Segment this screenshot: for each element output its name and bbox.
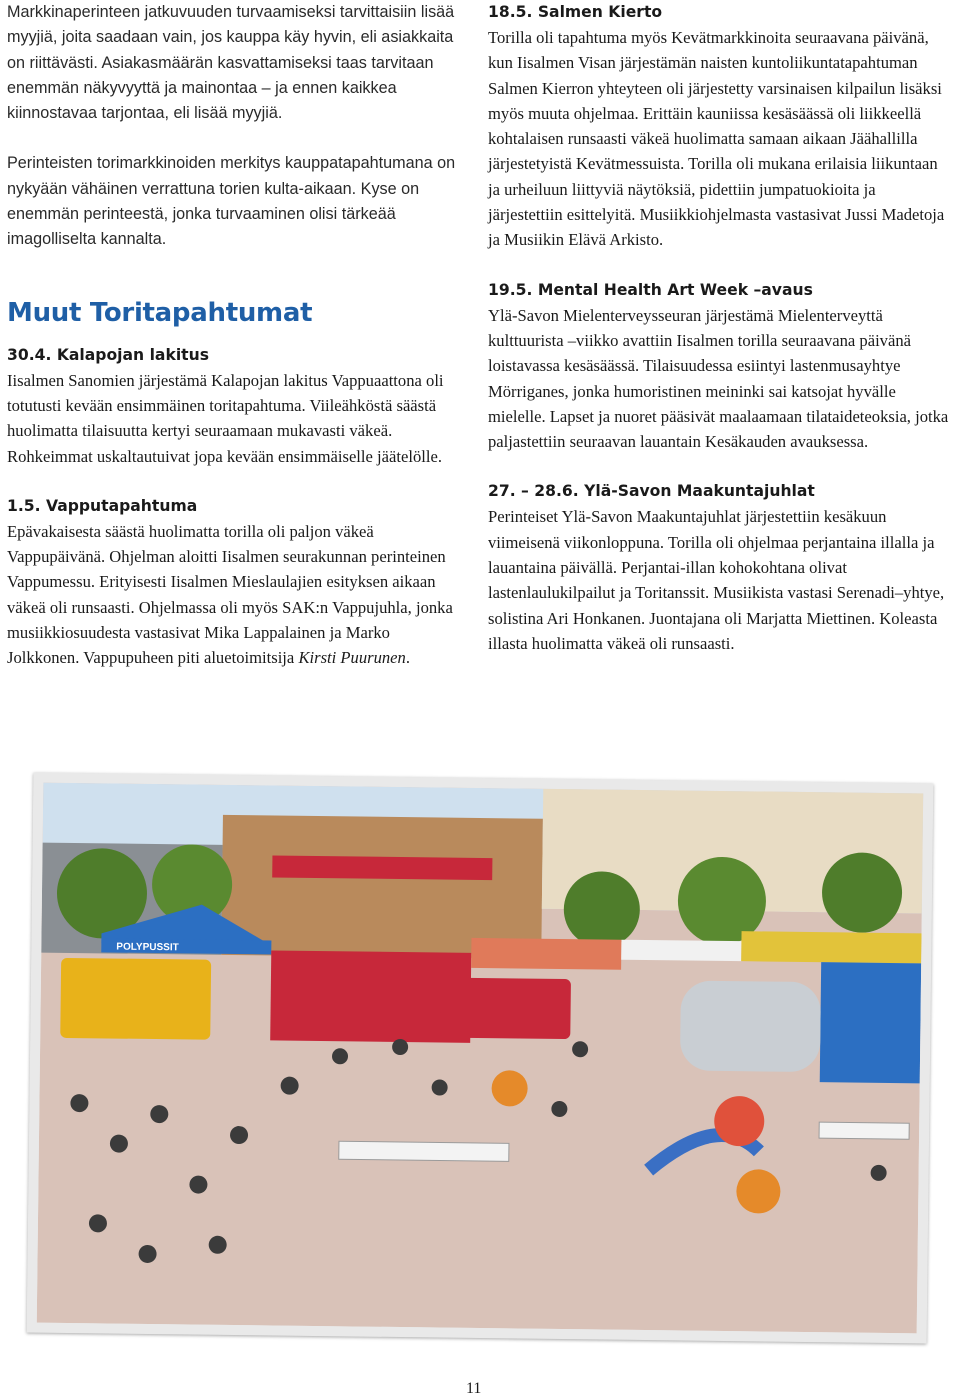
yellow-tent <box>741 931 921 963</box>
event-author: Kirsti Puurunen <box>298 648 406 668</box>
market-square-photo <box>27 773 934 1344</box>
left-column <box>7 0 457 671</box>
white-tent <box>621 940 741 961</box>
shop-banner <box>272 855 492 880</box>
event-title-salmen-kierto: 18.5. Salmen Kierto <box>488 3 663 21</box>
right-column <box>488 0 950 656</box>
event-body-vapputapahtuma <box>7 519 457 671</box>
section-title: Muut Toritapahtumat <box>7 297 313 328</box>
striped-tent <box>471 938 621 970</box>
page-number: 11 <box>466 1380 482 1397</box>
intro-paragraph-1: Markkinaperinteen jatkuvuuden turvaamiseksi tarvittaisiin lisää myyjiä, joita saadaan vain, jos kauppa käy hyvin, eli asiakkaita on riittävästi. Asiakasmäärän kasvattamiseksi taas tarvitaan enemmän näkyvyyttä ja mainontaa – ja ennen kaikkea kiinnostavaa tarjontaa, eli lisää myyjiä. <box>7 3 455 123</box>
market-photo-illustration <box>37 783 924 1334</box>
building-brick <box>221 815 543 959</box>
bench <box>339 1141 509 1161</box>
event-body-maakuntajuhlat: Perinteiset Ylä-Savon Maakuntajuhlat järjestettiin kesäkuun viimeisenä viikonloppuna. Torilla oli ohjelmaa perjantaina illalla ja lauantaina päivällä. Perjantai-illan kohokohtana olivat lastenlaulukilpailut ja Toritanssit. Musiikista vastasi Serenadi–yhtye, solistina Ari Honkanen. Juontajana oli Marjatta Miettinen. Koleasta illasta huolimatta väkeä oli runsaasti. <box>488 507 945 653</box>
yellow-van <box>60 958 211 1040</box>
blue-stall <box>820 962 921 1083</box>
event-body-text: Epävakaisesta säästä huolimatta torilla oli paljon väkeä Vappupäivänä. Ohjelman aloitti Iisalmen seurakunnan perinteinen Vappumessu. Erityisesti Iisalmen Mieslaulajien esityksen aikaan väkeä oli runsaasti. Ohjelmassa oli myös SAK:n Vappujuhla, jonka musiikkiosuudesta vastasivat Mika Lappalainen ja Marko Jolkkonen. Vappupuheen piti aluetoimitsija <box>7 521 453 668</box>
bench <box>819 1122 909 1139</box>
red-van <box>440 978 571 1040</box>
event-title-kalapojan-lakitus: 30.4. Kalapojan lakitus <box>7 345 209 364</box>
event-title-vapputapahtuma: 1.5. Vapputapahtuma <box>7 496 198 515</box>
event-title-mental-health: 19.5. Mental Health Art Week –avaus <box>488 280 813 299</box>
store-sign: POLYPUSSIT <box>116 941 179 954</box>
event-body-salmen-kierto: Torilla oli tapahtuma myös Kevätmarkkinoita seuraavana päivänä, kun Iisalmen Visan järjestämän naisten kuntoliikuntatapahtuman Salmen Kierron yhteyteen oli järjestetty varsinaisen kilpailun lisäksi myös muuta ohjelmaa. Erittäin kauniissa kesäsäässä oli liikkeellä kohtalaisen runsaasti väkeä huolimatta samaan aikaan Jäähallilla järjestetyistä Kevätmessuista. Torilla oli mukana erilaisia liikuntaan ja urheiluun liittyviä näytöksiä, pidettiin jumpatuokioita ja järjestettiin esittelyitä. Musiikkiohjelmasta vastasivat Jussi Madetoja ja Musiikin Elävä Arkisto. <box>488 28 945 250</box>
intro-paragraph-2: Perinteisten torimarkkinoiden merkitys kauppatapahtumana on nykyään vähäinen verrattuna torien kulta-aikaan. Kyse on enemmän perinteestä, jonka turvaaminen olisi tärkeää imagolliselta kannalta. <box>7 154 456 249</box>
event-body-mental-health: Ylä-Savon Mielenterveysseuran järjestämä Mielenterveyttä kulttuurista –viikko avattiin Iisalmen torilla seuraavana päivänä loistavassa kesäsäässä. Tilaisuudessa esiintyi lastenmusayhtye Mörriganes, jonka humoristinen meininki sai katsojat hyvälle mielelle. Lapset ja nuoret pääsivät maalaamaan tilataideteoksia, jotka paljastettiin seuraavan lauantain Kesäkauden avauksessa. <box>488 305 949 452</box>
event-body-kalapojan-lakitus: Iisalmen Sanomien järjestämä Kalapojan lakitus Vappuaattona oli totutusti kevään ensimmäinen toritapahtuma. Viileähköstä säästä huolimatta tilaisuutta kertyi seuraamaan mukavasti väkeä. Rohkeimmat uskaltautuivat jopa kevään ensimmäiselle jäätelölle. <box>7 370 444 466</box>
caravan-trailer <box>680 980 821 1072</box>
event-body-end: . <box>405 648 410 668</box>
event-title-maakuntajuhlat: 27. – 28.6. Ylä-Savon Maakuntajuhlat <box>488 482 815 501</box>
